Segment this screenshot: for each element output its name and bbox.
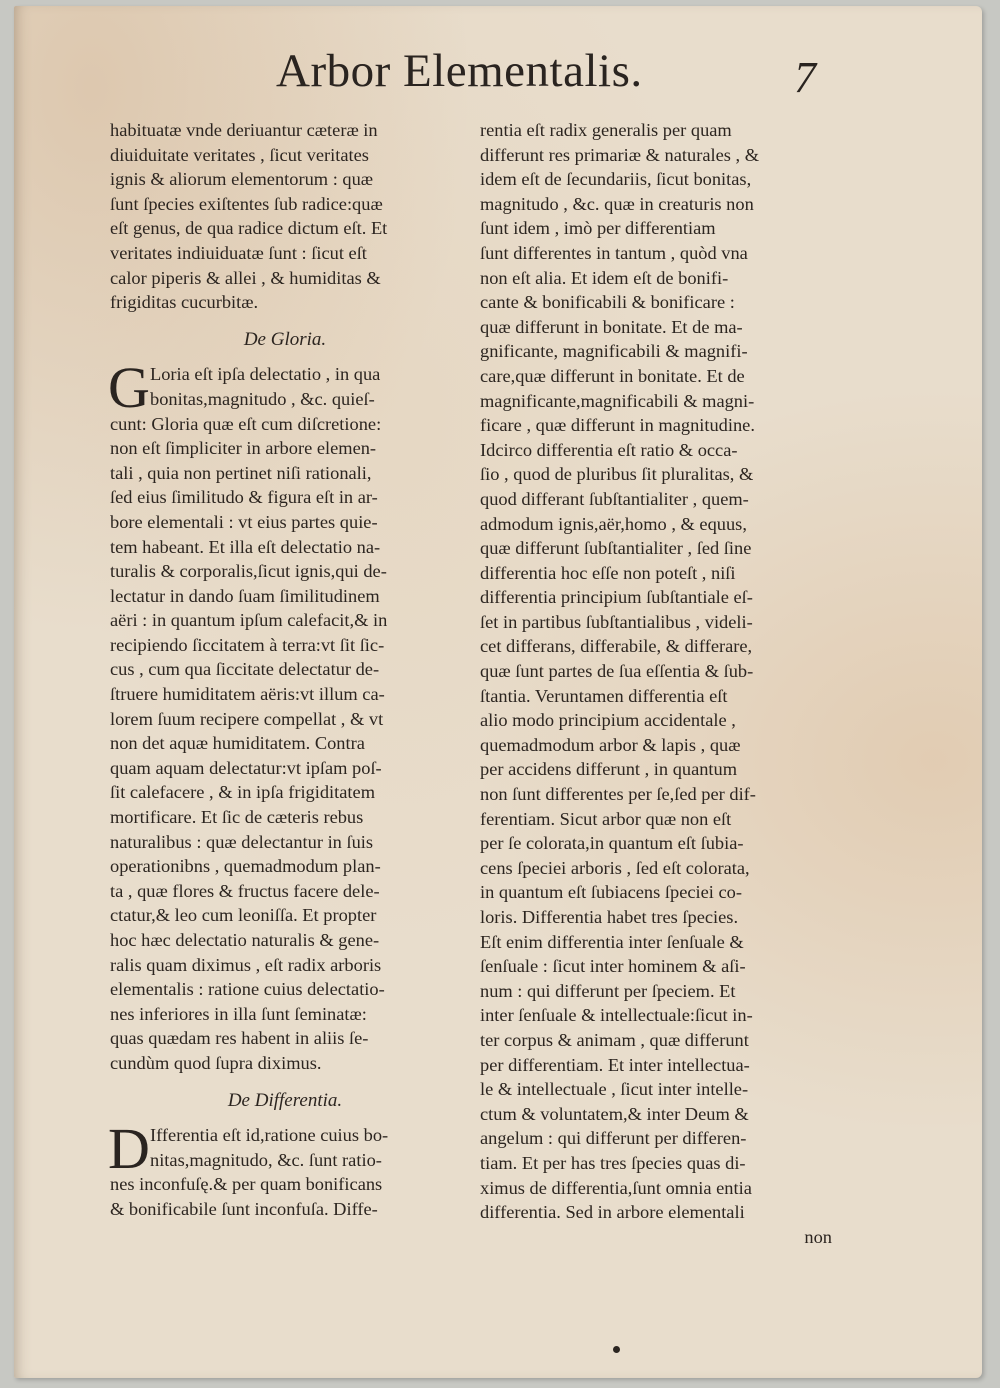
text-line: differentia principium ſubſtantiale eſ- [480, 587, 753, 608]
text-line: angelum : qui differunt per differen- [480, 1128, 747, 1149]
text-line: ſunt idem , imò per differentiam [480, 218, 716, 239]
text-line: loris. Differentia habet tres ſpecies. [480, 907, 739, 927]
text-line: ſunt ſpecies exiſtentes ſub radice:quæ [110, 193, 383, 214]
text-line: naturalibus : quæ delectantur in ſuis [110, 831, 374, 852]
text-line: ter corpus & animam , quæ differunt [480, 1029, 749, 1050]
text-line: in quantum eſt ſubiacens ſpeciei co- [480, 882, 742, 903]
text-line: quemadmodum arbor & lapis , quæ [480, 734, 741, 755]
text-line: gnificante, magnificabili & magnifi- [480, 341, 748, 362]
text-line: tiam. Et per has tres ſpecies quas di- [480, 1152, 746, 1173]
text-line: cante & bonificabili & bonificare : [480, 292, 735, 313]
text-line: lorem ſuum recipere compellat , & vt [110, 708, 384, 729]
text-line: per differentiam. Et inter intellectua- [480, 1054, 750, 1075]
text-line: eſt genus, de qua radice dictum eſt. Et [110, 218, 388, 239]
text-line: calor piperis & allei , & humiditas & [110, 267, 381, 288]
text-line: cet differans, differabile, & differare, [480, 636, 753, 657]
page-header [14, 44, 982, 114]
text-line: care,quæ differunt in bonitate. Et de [480, 365, 745, 386]
text-line: Ifferentia eſt id,ratione cuius bo- [150, 1125, 389, 1146]
differentia-paragraph [108, 1116, 460, 1221]
text-line: ſunt differentes in tantum , quòd vna [480, 242, 748, 263]
text-line: alio modo principium accidentale , [480, 710, 736, 731]
text-line: ralis quam diximus , eſt radix arboris [110, 954, 382, 975]
text-line: ſit calefacere , & in ipſa frigiditatem [110, 782, 376, 803]
text-line: magnitudo , &c. quæ in creaturis non [480, 193, 754, 214]
text-line: quod differant ſubſtantialiter , quem- [480, 488, 749, 509]
text-line: non det aquæ humiditatem. Contra [110, 733, 365, 754]
text-line: bore elementali : vt eius partes quie- [110, 511, 378, 532]
text-line: quas quædam res habent in aliis ſe- [110, 1028, 369, 1049]
text-line: cens ſpeciei arboris , ſed eſt colorata, [480, 857, 750, 878]
drop-cap-d: D [108, 1116, 150, 1182]
text-line: per accidens differunt , in quantum [480, 759, 738, 780]
text-line: bonitas,magnitudo , &c. quieſ- [150, 388, 375, 409]
text-line: Idcirco differentia eſt ratio & occa- [480, 439, 738, 460]
text-line: ſio , quod de pluribus ſit pluralitas, & [480, 464, 754, 485]
text-line: ſed eius ſimilitudo & figura eſt in ar- [110, 487, 378, 508]
text-line: differentia hoc eſſe non poteſt , niſi [480, 562, 736, 583]
text-line: cus , cum qua ſiccitate delectatur de- [110, 659, 380, 680]
book-page [14, 6, 982, 1378]
text-line: ferentiam. Sicut arbor quæ non eſt [480, 808, 732, 829]
text-line: idem eſt de ſecundariis, ſicut bonitas, [480, 169, 752, 190]
text-line: Loria eſt ipſa delectatio , in qua [150, 364, 381, 385]
left-column [110, 118, 460, 1222]
text-line: le & intellectuale , ſicut inter intelle- [480, 1079, 749, 1100]
text-line: inter ſenſuale & intellectuale:ſicut in- [480, 1005, 753, 1026]
text-line: elementalis : ratione cuius delectatio- [110, 979, 385, 1000]
text-line: habituatæ vnde deriuantur cæteræ in [110, 120, 378, 140]
text-line: differunt res primariæ & naturales , & [480, 144, 760, 165]
page-number: 7 [794, 53, 816, 102]
text-line: diuiduitate veritates , ſicut veritates [110, 144, 369, 165]
section-heading-differentia: De Differentia. [227, 1089, 343, 1111]
text-line: operationibns , quemadmodum plan- [110, 856, 381, 877]
text-line: ctum & voluntatem,& inter Deum & [480, 1103, 749, 1124]
right-column [480, 118, 832, 1249]
text-line: ximus de differentia,ſunt omnia entia [480, 1177, 752, 1198]
text-line: num : qui differunt per ſpeciem. Et [480, 980, 736, 1001]
text-line: quæ differunt in bonitate. Et de ma- [480, 316, 743, 337]
text-line: rentia eſt radix generalis per quam [480, 120, 732, 140]
text-line: turalis & corporalis,ſicut ignis,qui de- [110, 561, 387, 582]
text-line: non ſunt differentes per ſe,ſed per dif- [480, 784, 756, 805]
text-line: veritates indiuiduatæ ſunt : ſicut eſt [110, 242, 367, 263]
text-line: nes inconfuſę.& per quam bonificans [110, 1174, 383, 1195]
text-line: quæ ſunt partes de ſua eſſentia & ſub- [480, 661, 754, 682]
text-line: quæ differunt ſubſtantialiter , ſed ſine [480, 538, 752, 559]
text-line: admodum ignis,aër,homo , & equus, [480, 513, 747, 534]
text-line: aëri : in quantum ipſum calefacit,& in [110, 610, 388, 631]
text-line: quam aquam delectatur:vt ipſam poſ- [110, 757, 382, 778]
text-line: ta , quæ flores & fructus facere dele- [110, 880, 380, 901]
text-line: tali , quia non pertinet niſi rationali, [110, 462, 372, 483]
text-line: mortificare. Et ſic de cæteris rebus [110, 807, 364, 828]
printer-mark-dot [613, 1346, 620, 1353]
left-top-paragraph [110, 118, 460, 315]
text-line: per ſe colorata,in quantum eſt ſubia- [480, 833, 744, 854]
text-line: recipiendo ſiccitatem à terra:vt ſit ſic- [110, 634, 385, 655]
gloria-paragraph [108, 355, 460, 1075]
running-title: Arbor Elementalis. [276, 45, 643, 97]
text-line: ſtruere humiditatem aëris:vt illum ca- [110, 684, 385, 705]
section-heading-gloria: De Gloria. [243, 328, 327, 350]
text-line: nitas,magnitudo, &c. ſunt ratio- [150, 1149, 382, 1170]
text-line: ſet in partibus ſubſtantialibus , videli- [480, 611, 753, 632]
text-line: ſtantia. Veruntamen differentia eſt [480, 685, 728, 706]
text-line: hoc hæc delectatio naturalis & gene- [110, 930, 380, 950]
text-line: nes inferiores in illa ſunt ſeminatæ: [110, 1003, 367, 1024]
text-line: non eſt ſimpliciter in arbore elemen- [110, 438, 377, 459]
text-line: frigiditas cucurbitæ. [110, 292, 259, 313]
text-line: & bonificabile ſunt inconfuſa. Diffe- [110, 1198, 378, 1219]
text-line: ſenſuale : ſicut inter hominem & aſi- [480, 956, 746, 977]
text-line: ignis & aliorum elementorum : quæ [110, 169, 374, 190]
drop-cap-g: G [108, 355, 150, 421]
text-line: ficare , quæ differunt in magnitudine. [480, 415, 755, 436]
text-line: non eſt alia. Et idem eſt de bonifi- [480, 267, 729, 288]
text-line: tem habeant. Et illa eſt delectatio na- [110, 536, 381, 557]
text-line: cundùm quod ſupra diximus. [110, 1052, 322, 1073]
catchword: non [804, 1226, 832, 1247]
text-line: ctatur,& leo cum leoniſſa. Et propter [110, 905, 377, 926]
text-line: differentia. Sed in arbore elementali [480, 1202, 745, 1223]
text-line: lectatur in dando ſuam ſimilitudinem [110, 585, 380, 606]
text-line: magnificante,magnificabili & magni- [480, 390, 755, 411]
text-line: cunt: Gloria quæ eſt cum diſcretione: [110, 413, 382, 434]
text-line: Eſt enim differentia inter ſenſuale & [480, 931, 744, 952]
